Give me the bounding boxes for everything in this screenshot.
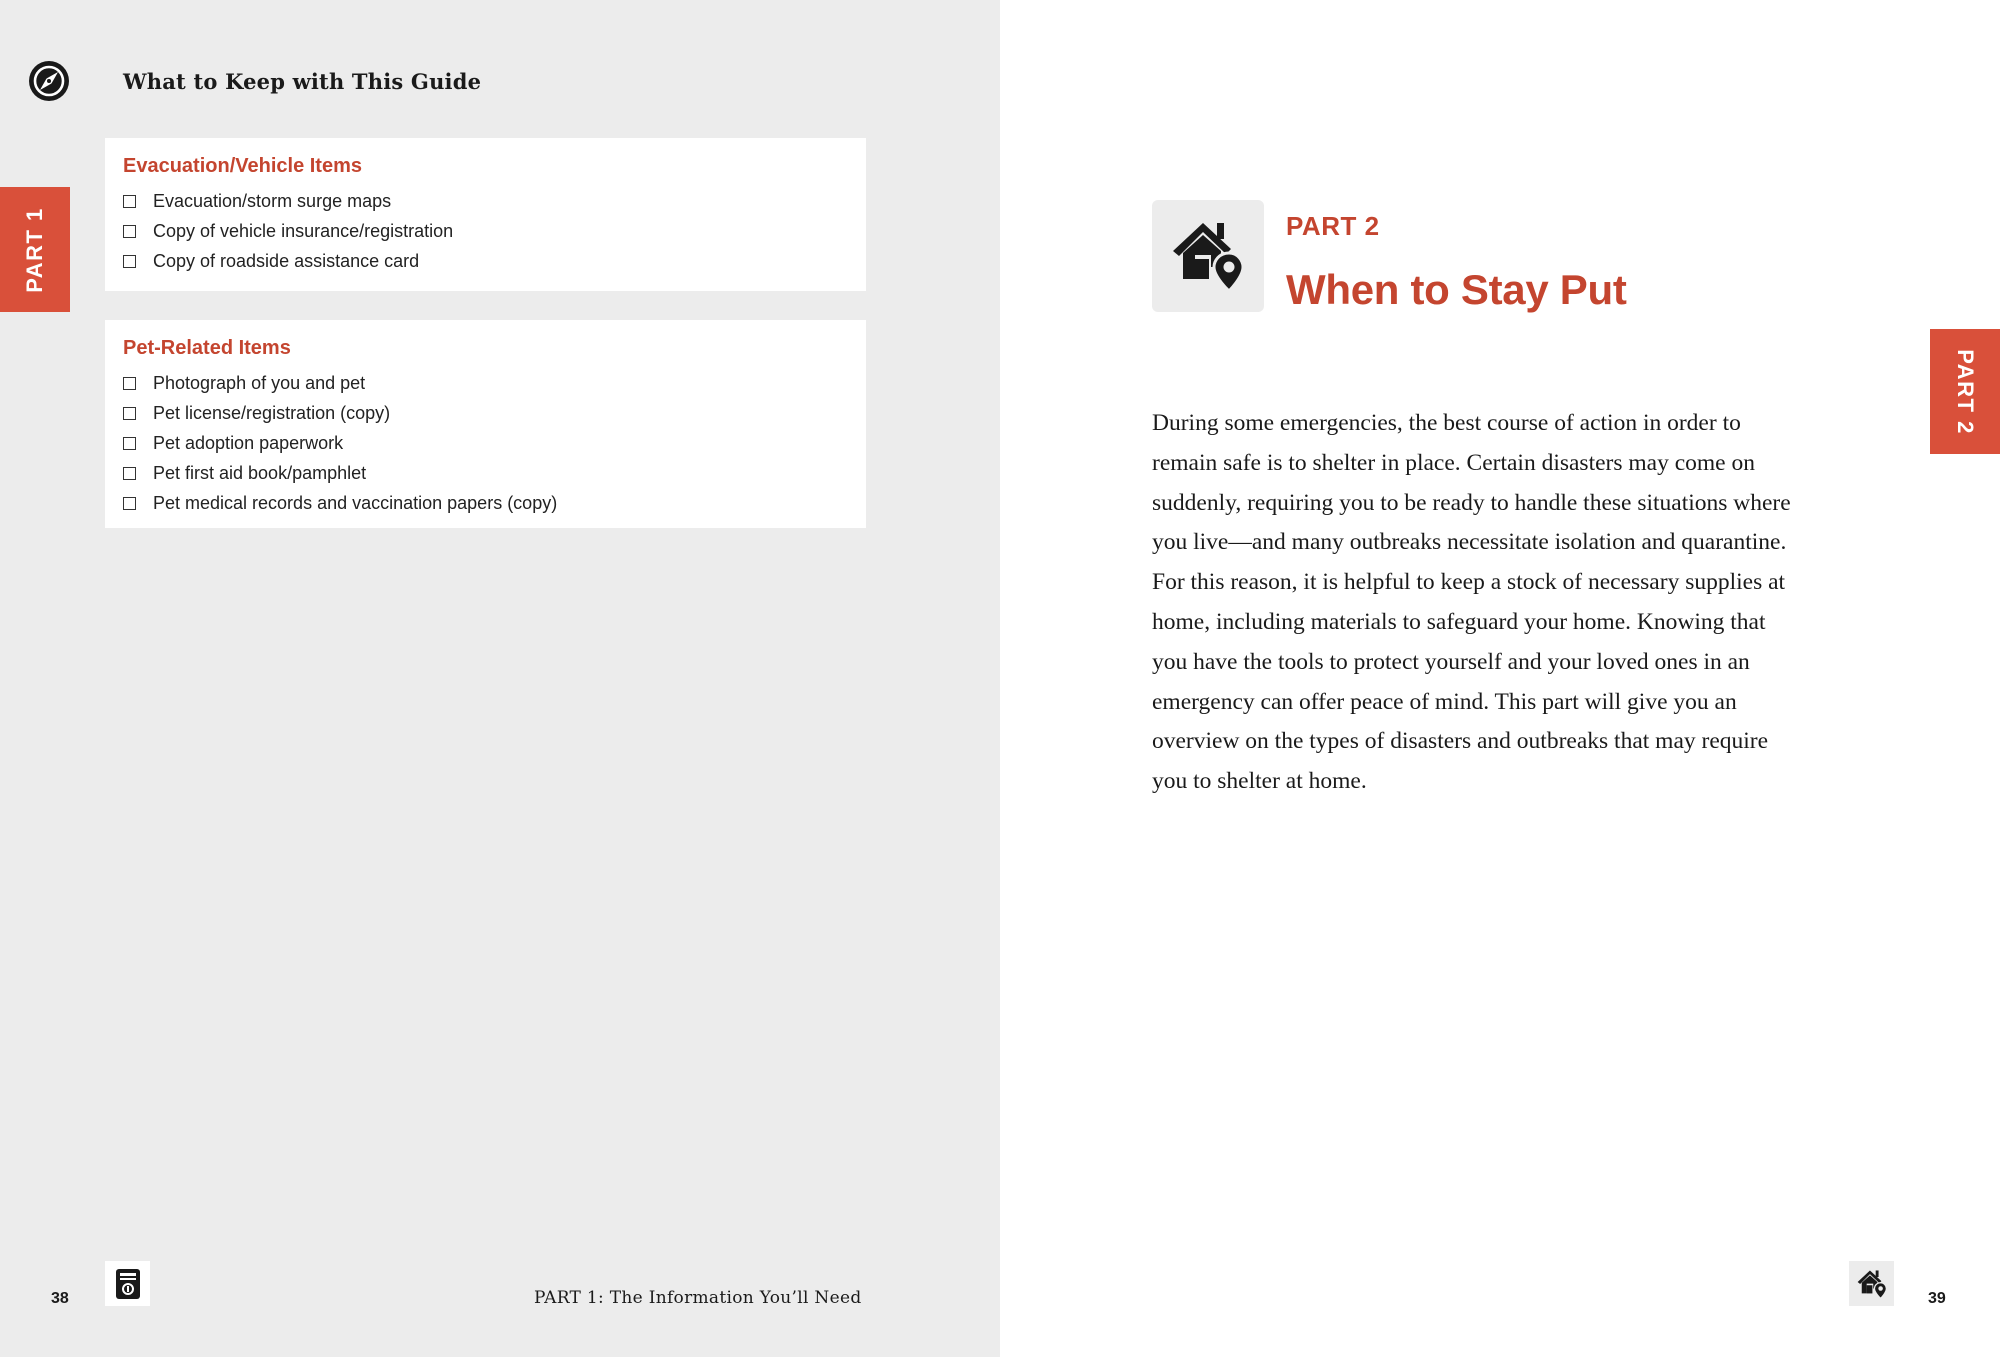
evacuation-vehicle-box [105,138,866,291]
page-number-left: 38 [51,1290,69,1307]
part-title: When to Stay Put [1286,266,1627,313]
house-location-icon [1849,1261,1894,1306]
checklist-item-label: Evacuation/storm surge maps [153,190,392,211]
section-heading: Evacuation/Vehicle Items [123,155,362,177]
checklist-item-label: Copy of vehicle insurance/registration [153,220,454,241]
checklist-item [123,246,848,276]
checklist-item-label: Pet license/registration (copy) [153,402,391,423]
checkbox-icon [123,467,136,480]
checklist [123,186,848,276]
checklist-item [123,216,848,246]
pet-related-box [105,320,866,528]
part-tab-right [1930,329,2000,454]
checkbox-icon [123,255,136,268]
checklist [123,368,848,518]
checklist-item [123,458,848,488]
body-paragraph: During some emergencies, the best course of action in order to remain safe is to shelter in place. Certain disasters may come on suddenly, requiring you to be ready to handle these situations where you live—and many outbreaks necessitate isolation and quarantine. For this reason, it is helpful to keep a stock of necessary supplies at home, including materials to safeguard your home. Knowing that you have the tools to protect yourself and your loved ones in an emergency can offer peace of mind. This part will give you an overview on the types of disasters and outbreaks that may require you to shelter at home. [1152,410,1791,795]
checkbox-icon [123,377,136,390]
guide-title: What to Keep with This Guide [123,69,482,94]
checkbox-icon [123,195,136,208]
checkbox-icon [123,437,136,450]
section-heading: Pet-Related Items [123,337,291,359]
checklist-item [123,398,848,428]
checklist-item [123,428,848,458]
house-location-icon [1152,200,1264,312]
part-label: PART 2 [1286,211,1380,241]
checkbox-icon [123,407,136,420]
checklist-item-label: Pet adoption paperwork [153,432,344,453]
checklist-item [123,488,848,518]
checklist-item-label: Pet first aid book/pamphlet [153,462,367,483]
checklist-item-label: Pet medical records and vaccination papers (copy) [153,492,558,513]
part-tab-left [0,187,70,312]
checklist-item [123,368,848,398]
checklist-item [123,186,848,216]
running-head: PART 1: The Information You’ll Need [534,1288,862,1308]
page-number-right: 39 [1928,1290,1946,1307]
compass-icon [28,60,70,102]
checkbox-icon [123,225,136,238]
document-icon [105,1261,150,1306]
part-tab-left-label: PART 1 [22,206,48,293]
checklist-item-label: Copy of roadside assistance card [153,250,420,271]
part-tab-right-label: PART 2 [1953,348,1979,435]
checklist-item-label: Photograph of you and pet [153,372,366,393]
checkbox-icon [123,497,136,510]
